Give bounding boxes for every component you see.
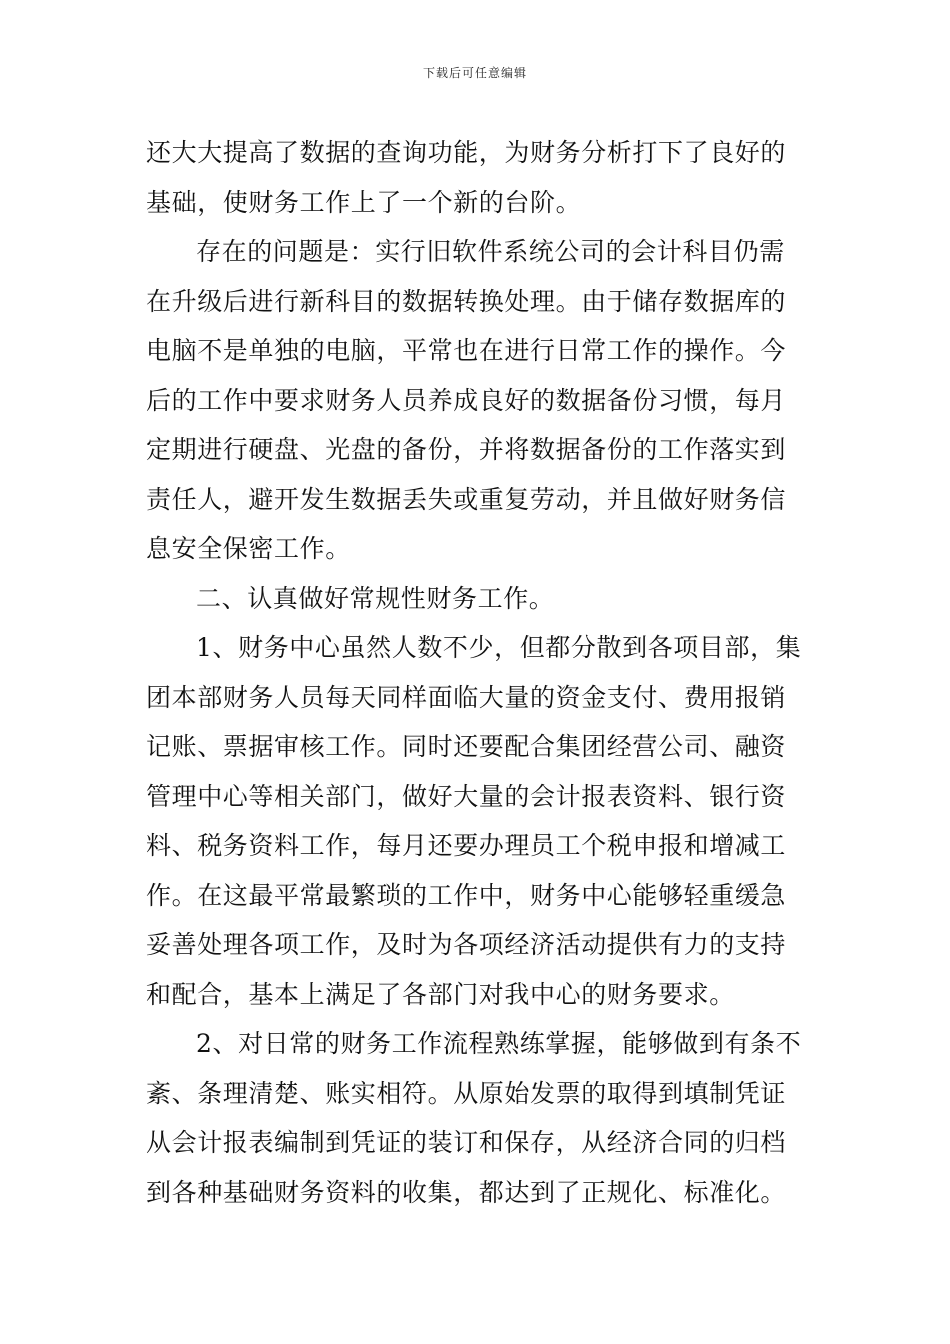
text-line: 还大大提高了数据的查询功能，为财务分析打下了良好的 [146, 138, 787, 167]
text-line: 存在的问题是：实行旧软件系统公司的会计科目仍需 [196, 237, 785, 266]
text-line: 团本部财务人员每天同样面临大量的资金支付、费用报销 [146, 682, 787, 712]
document-body [146, 128, 806, 1217]
page-header: 下载后可任意编辑 [422, 66, 527, 80]
text-line: 责任人，避开发生数据丢失或重复劳动，并且做好财务信 [146, 484, 787, 514]
text-line: 和配合，基本上满足了各部门对我中心的财务要求。 [146, 979, 735, 1009]
text-line: 记账、票据审核工作。同时还要配合集团经营公司、融资 [146, 732, 787, 761]
text-line: 料、税务资料工作，每月还要办理员工个税申报和增减工 [146, 831, 787, 860]
text-line: 管理中心等相关部门，做好大量的会计报表资料、银行资 [146, 781, 787, 811]
text-line: 从会计报表编制到凭证的装订和保存，从经济合同的归档 [146, 1128, 787, 1157]
text-line: 在升级后进行新科目的数据转换处理。由于储存数据库的 [146, 286, 787, 316]
text-line: 电脑不是单独的电脑，平常也在进行日常工作的操作。今 [146, 336, 787, 365]
text-line: 息安全保密工作。 [146, 534, 351, 563]
text-line: 1、财务中心虽然人数不少，但都分散到各项目部，集 [196, 633, 802, 662]
text-line: 妥善处理各项工作，及时为各项经济活动提供有力的支持 [146, 930, 787, 959]
text-line: 作。在这最平常最繁琐的工作中，财务中心能够轻重缓急 [146, 880, 787, 910]
text-line: 2、对日常的财务工作流程熟练掌握，能够做到有条不 [196, 1029, 802, 1058]
text-line: 到各种基础财务资料的收集，都达到了正规化、标准化。 [146, 1177, 787, 1207]
text-line: 后的工作中要求财务人员养成良好的数据备份习惯，每月 [146, 385, 787, 415]
text-line: 紊、条理清楚、账实相符。从原始发票的取得到填制凭证 [146, 1078, 787, 1108]
text-line: 定期进行硬盘、光盘的备份，并将数据备份的工作落实到 [146, 435, 787, 464]
text-line: 基础，使财务工作上了一个新的台阶。 [146, 187, 582, 217]
section-heading: 二、认真做好常规性财务工作。 [196, 583, 555, 613]
